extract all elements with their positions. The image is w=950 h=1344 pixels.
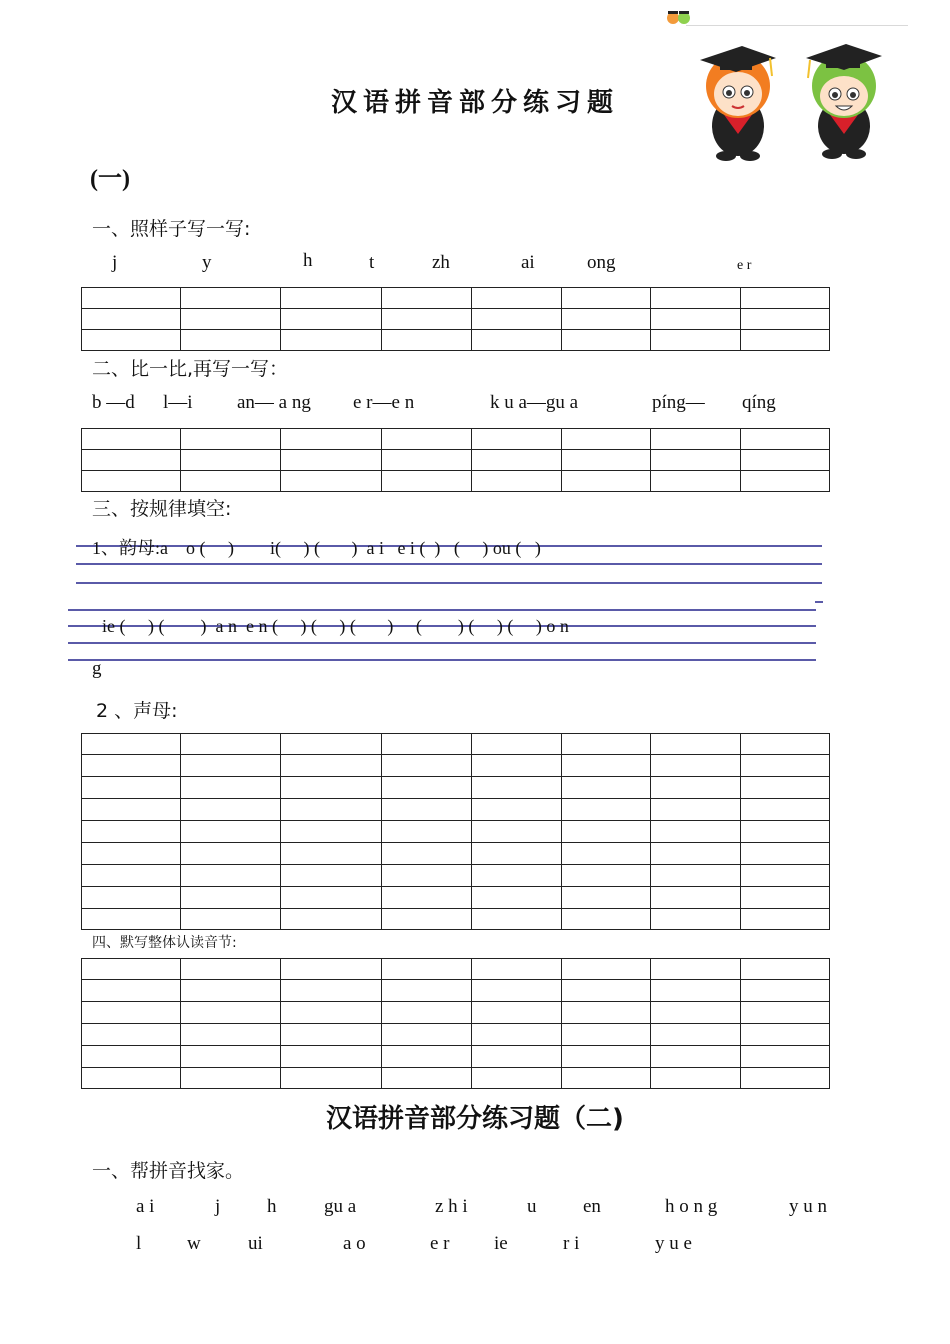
- pinyin-item: w: [187, 1233, 201, 1254]
- section4-heading: 四、默写整体认读音节:: [92, 935, 237, 951]
- writing-grid-2: [81, 428, 830, 492]
- pinyin-pair: k u a—gu a: [490, 392, 579, 413]
- pinyin-item: h: [267, 1196, 277, 1217]
- guide-line: [68, 609, 816, 611]
- pinyin-item: a o: [343, 1233, 366, 1254]
- pinyin-item: y u e: [655, 1233, 692, 1254]
- pinyin-item: e r: [737, 258, 752, 273]
- pinyin-pair: b —d: [92, 392, 135, 413]
- guide-line: [68, 659, 816, 661]
- section1-heading: 一、照样子写一写:: [92, 218, 251, 240]
- pinyin-item: e r: [430, 1233, 450, 1254]
- pinyin-item: j: [112, 252, 118, 273]
- pinyin-pair: qíng: [742, 392, 776, 413]
- pinyin-item: ui: [248, 1233, 263, 1254]
- pinyin-item: l: [136, 1233, 142, 1254]
- pinyin-pair: píng—: [652, 392, 705, 413]
- pinyin-item: y: [202, 252, 212, 273]
- guide-line: [76, 563, 822, 565]
- pinyin-item: u: [527, 1196, 537, 1217]
- guide-line: [76, 582, 822, 584]
- part-one-label: (一): [90, 166, 130, 192]
- section2-heading: 二、比一比,再写一写：: [92, 358, 289, 380]
- header-rule: [686, 25, 908, 26]
- pinyin-item: t: [369, 252, 375, 273]
- writing-grid-consonants: [81, 733, 830, 930]
- pinyin-item: h: [303, 250, 313, 271]
- worksheet-title: 汉语拼音部分练习题: [330, 88, 619, 118]
- guide-line: [68, 642, 816, 644]
- pinyin-item: en: [583, 1196, 601, 1217]
- pinyin-item: ie: [494, 1233, 508, 1254]
- pinyin-item: r i: [563, 1233, 580, 1254]
- pinyin-item: ong: [587, 252, 616, 273]
- pinyin-item: a i: [136, 1196, 155, 1217]
- pinyin-item: zh: [432, 252, 450, 273]
- writing-grid-syllables: [81, 958, 830, 1089]
- pinyin-pair: an— a ng: [237, 392, 311, 413]
- part2-section1-heading: 一、帮拼音找家。: [92, 1160, 245, 1182]
- vowel-pattern-row1: 1、韵母:a o ( ) i( ) ( ) a i e i ( ) ( ) ou ( ): [92, 538, 541, 558]
- guide-line: [815, 601, 823, 603]
- header-cartoon-logo: [664, 9, 694, 27]
- worksheet-title-part2: 汉语拼音部分练习题（二): [326, 1104, 624, 1134]
- writing-grid-1: [81, 287, 830, 351]
- pinyin-item: h o n g: [665, 1196, 718, 1217]
- vowel-pattern-row2: ie ( ) ( ) a n e n ( ) ( ) ( ) ( ) ( ) ( ) o n: [102, 616, 569, 636]
- vowel-pattern-row2-tail: g: [92, 658, 102, 679]
- pinyin-item: y u n: [789, 1196, 827, 1217]
- pinyin-item: ai: [521, 252, 535, 273]
- section3-heading: 三、按规律填空:: [92, 498, 232, 520]
- pinyin-pair: e r—e n: [353, 392, 415, 413]
- consonants-subheading: 2 、声母:: [96, 700, 178, 722]
- pinyin-pair: l—i: [163, 392, 193, 413]
- pinyin-item: j: [215, 1196, 221, 1217]
- pinyin-item: z h i: [435, 1196, 468, 1217]
- pinyin-item: gu a: [324, 1196, 357, 1217]
